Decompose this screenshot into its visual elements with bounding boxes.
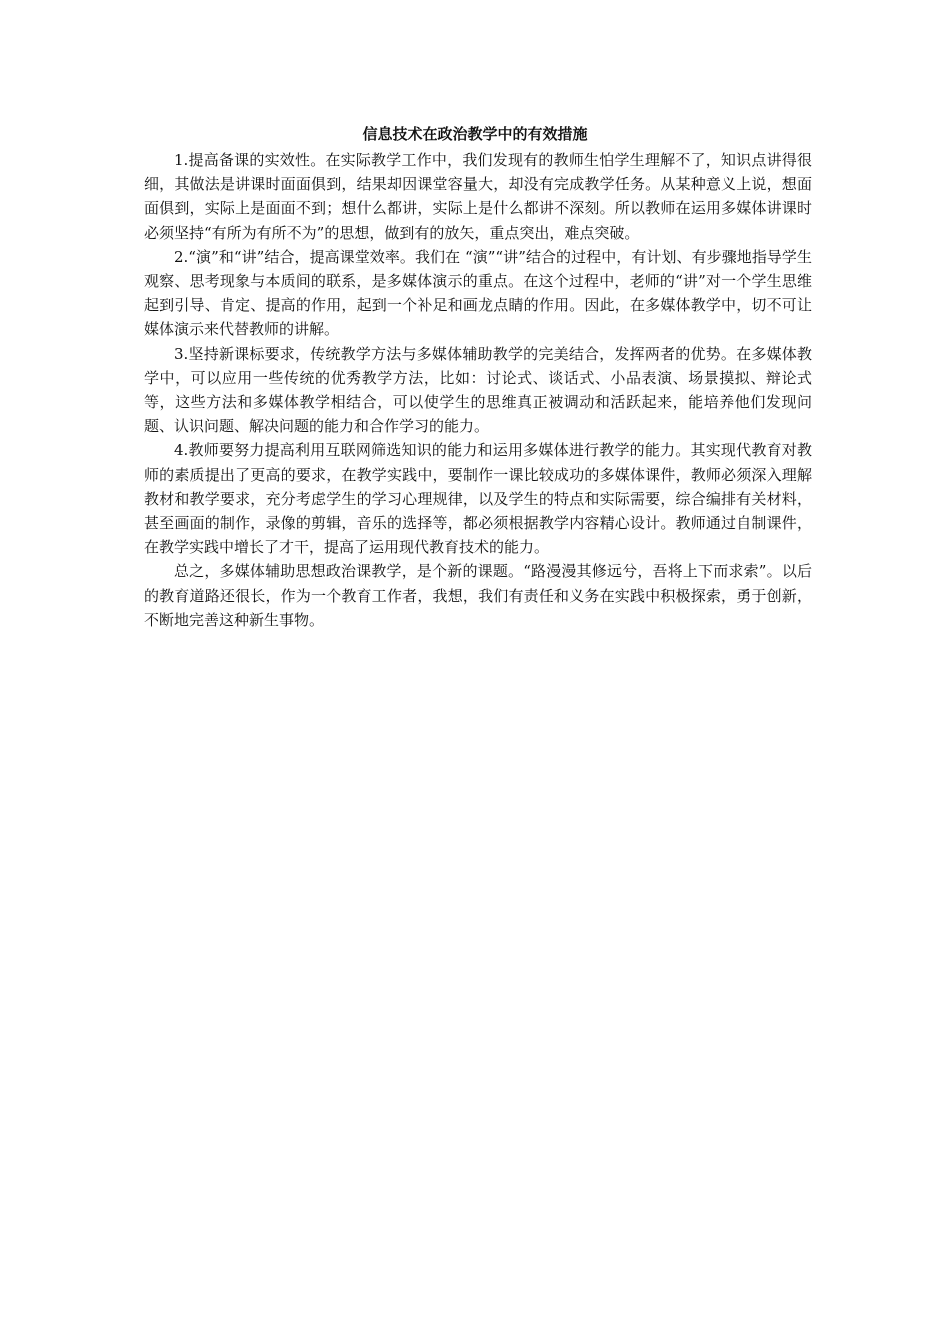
document-title: 信息技术在政治教学中的有效措施 bbox=[362, 125, 588, 143]
paragraph-4: 4.教师要努力提高利用互联网筛选知识的能力和运用多媒体进行教学的能力。其实现代教育对教师的素质提出了更高的要求，在教学实践中，要制作一课比较成功的多媒体课件，教师必须深入理解教材和教学要求，充分考虑学生的学习心理规律，以及学生的特点和实际需要，综合编排有关材料，甚至画面的制作，录像的剪辑，音乐的选择等，都必须根据教学内容精心设计。教师通过自制课件，在教学实践中增长了才干，提高了运用现代教育技术的能力。 bbox=[144, 441, 812, 557]
document-body bbox=[144, 148, 812, 632]
paragraph-2: 2.“演”和“讲”结合，提高课堂效率。我们在 “演”“讲”结合的过程中，有计划、有步骤地指导学生观察、思考现象与本质间的联系，是多媒体演示的重点。在这个过程中，老师的“讲”对一个学生思维起到引导、肯定、提高的作用，起到一个补足和画龙点睛的作用。因此，在多媒体教学中，切不可让媒体演示来代替教师的讲解。 bbox=[144, 247, 812, 339]
paragraph-5: 总之，多媒体辅助思想政治课教学，是个新的课题。“路漫漫其修远兮，吾将上下而求索”。以后的教育道路还很长，作为一个教育工作者，我想，我们有责任和义务在实践中积极探索，勇于创新，不断地完善这种新生事物。 bbox=[144, 562, 812, 629]
paragraph-1: 1.提高备课的实效性。在实际教学工作中，我们发现有的教师生怕学生理解不了，知识点讲得很细，其做法是讲课时面面俱到，结果却因课堂容量大，却没有完成教学任务。从某种意义上说，想面面俱到，实际上是面面不到；想什么都讲，实际上是什么都讲不深刻。所以教师在运用多媒体讲课时必须坚持“有所为有所不为”的思想，做到有的放矢，重点突出，难点突破。 bbox=[144, 151, 812, 242]
paragraph-3: 3.坚持新课标要求，传统教学方法与多媒体辅助教学的完美结合，发挥两者的优势。在多媒体教学中，可以应用一些传统的优秀教学方法，比如：讨论式、谈话式、小品表演、场景摸拟、辩论式等，这些方法和多媒体教学相结合，可以使学生的思维真正被调动和活跃起来，能培养他们发现问题、认识问题、解决问题的能力和合作学习的能力。 bbox=[144, 344, 812, 436]
